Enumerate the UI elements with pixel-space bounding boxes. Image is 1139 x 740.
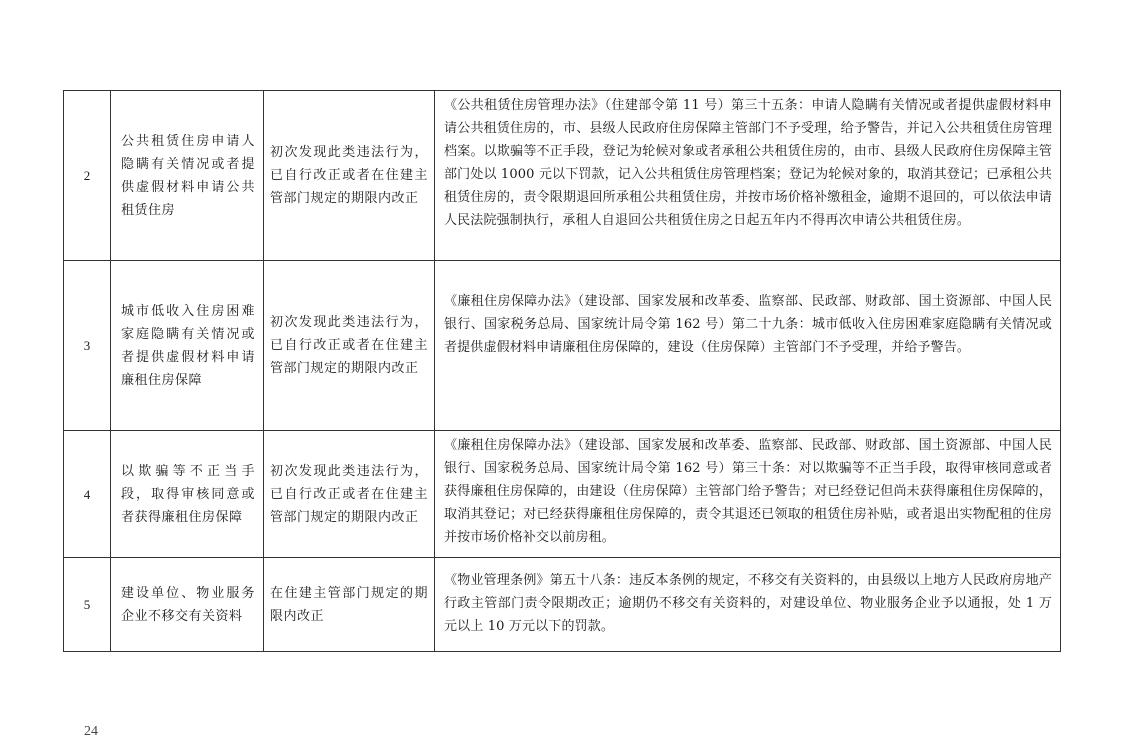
penalty-exemption-table [63, 90, 1061, 652]
exemption-condition: 在住建主管部门规定的期限内改正 [264, 558, 435, 652]
legal-basis-text: 《廉租住房保障办法》（建设部、国家发展和改革委、监察部、民政部、财政部、国土资源部、中国人民银行、国家税务总局、国家统计局令第 162 号）第三十条：对以欺骗等不正当手段，取得审核同意或者获得廉租住房保障的，由建设（住房保障）主管部门给予警告；对已经登记但尚未获得廉租住房保障的，取消其登记；对已经获得廉租住房保障的，责令其退还已领取的租赁住房补贴，或者退出实物配租的住房并按市场价格补交以前房租。 [444, 438, 1052, 545]
table-row [64, 261, 1061, 431]
legal-basis [435, 261, 1061, 431]
row-number: 4 [64, 431, 111, 558]
legal-basis-text: 《物业管理条例》第五十八条：违反本条例的规定，不移交有关资料的，由县级以上地方人民政府房地产行政主管部门责令限期改正；逾期仍不移交有关资料的，对建设单位、物业服务企业予以通报，处 1 万元以上 10 万元以下的罚款。 [444, 573, 1052, 634]
violation-description: 公共租赁住房申请人隐瞒有关情况或者提供虚假材料申请公共租赁住房 [111, 91, 264, 261]
row-number: 2 [64, 91, 111, 261]
violation-description: 以欺骗等不正当手段，取得审核同意或者获得廉租住房保障 [111, 431, 264, 558]
row-number: 3 [64, 261, 111, 431]
exemption-condition: 初次发现此类违法行为，已自行改正或者在住建主管部门规定的期限内改正 [264, 431, 435, 558]
legal-basis [435, 558, 1061, 652]
exemption-condition: 初次发现此类违法行为，已自行改正或者在住建主管部门规定的期限内改正 [264, 261, 435, 431]
table-row [64, 431, 1061, 558]
table-row [64, 558, 1061, 652]
table-row [64, 91, 1061, 261]
exemption-condition: 初次发现此类违法行为，已自行改正或者在住建主管部门规定的期限内改正 [264, 91, 435, 261]
row-number: 5 [64, 558, 111, 652]
violation-description: 城市低收入住房困难家庭隐瞒有关情况或者提供虚假材料申请廉租住房保障 [111, 261, 264, 431]
legal-basis-text: 《廉租住房保障办法》（建设部、国家发展和改革委、监察部、民政部、财政部、国土资源部、中国人民银行、国家税务总局、国家统计局令第 162 号）第二十九条：城市低收入住房困难家庭隐瞒有关情况或者提供虚假材料申请廉租住房保障的，建设（住房保障）主管部门不予受理，并给予警告。 [444, 294, 1052, 355]
legal-basis [435, 431, 1061, 558]
legal-basis [435, 91, 1061, 261]
violation-description: 建设单位、物业服务企业不移交有关资料 [111, 558, 264, 652]
legal-basis-text: 《公共租赁住房管理办法》（住建部令第 11 号）第三十五条：申请人隐瞒有关情况或者提供虚假材料申请公共租赁住房的，市、县级人民政府住房保障主管部门不予受理，给予警告，并记入公共租赁住房管理档案。以欺骗等不正手段，登记为轮候对象或者承租公共租赁住房的，由市、县级人民政府住房保障主管部门处以 1000 元以下罚款，记入公共租赁住房管理档案；登记为轮候对象的，取消其登记；已承租公共租赁住房的，责令限期退回所承租公共租赁住房，并按市场价格补缴租金，逾期不退回的，可以依法申请人民法院强制执行，承租人自退回公共租赁住房之日起五年内不得再次申请公共租赁住房。 [444, 98, 1052, 228]
page-number: 24 [84, 724, 98, 739]
